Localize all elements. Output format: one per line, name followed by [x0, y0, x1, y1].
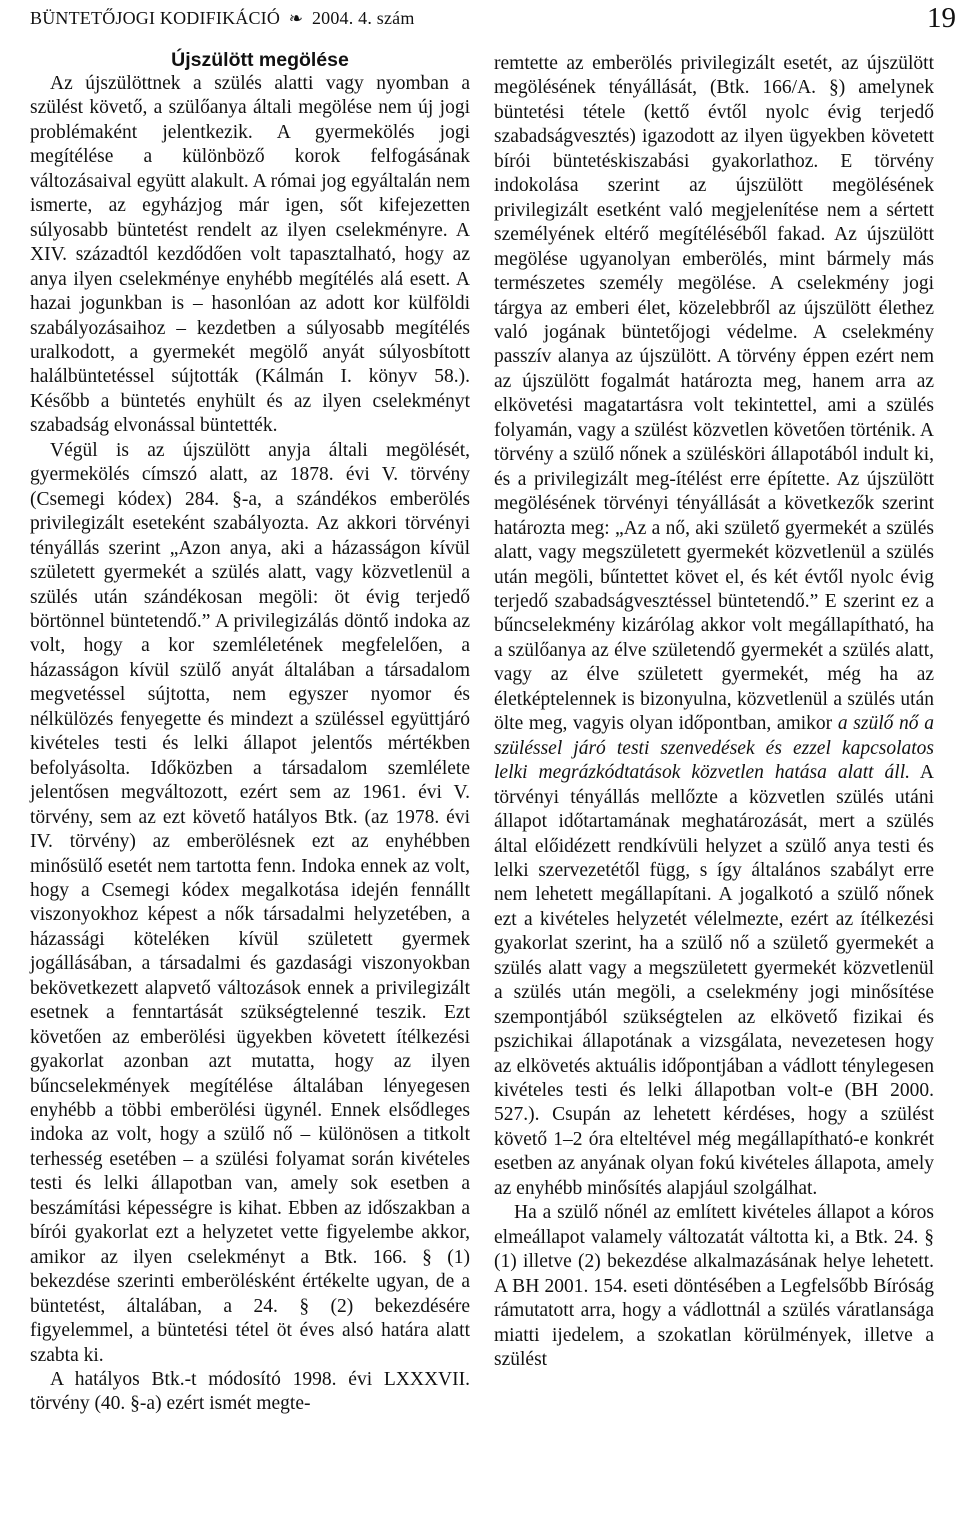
paragraph-text: remtette az emberölés privilegizált esetét, az újszülött megölésének tényállását, (Btk. 166/A. §) amelynek büntetési tétele (kettő évtől nyolc évig terjedő szabadságvesztés) igazodott az ilyen ügyekben követett bírói büntetéskiszabási gyakorlathoz. E törvény indokolása szerint az újszülött megölésének privilegizált esetként való megjelenítése nem a sértett személyének eltérő megítéléséből fakad. Az újszülött megölése ugyanolyan emberölés, mint bármely más természetes személy megölése. A cselekmény jogi tárgya az emberi élet, közelebbről az újszülött élethez való jogának büntetőjogi védelme. A cselekmény passzív alanya az újszülött. A törvény éppen ezért nem az újszülött fogalmát határozta meg, hanem arra az elkövetési magatartásra volt tekintettel, ami a szülés folyamán, vagy a szülést közvetlen követően történik. A törvény a szülő nőnek a szülésköri állapotából indult ki, és a privilegizált meg-ítélést erre építette. Az újszülött megölésének törvényi tényállását a következők szerint határozta meg: „Az a nő, aki születő gyermekét a szülés alatt, vagy megszületett gyermekét közvetlenül a szülés után megöli, bűntettet követ el, és két évtől nyolc évig terjedő szabadságvesztéssel büntetendő.” E szerint ez a bűncselekmény kizárólag akkor volt megállapítható, ha a szülőanya az élve születendő gyermekét a szülés alatt, vagy az élve született gyermekét, még ha az életképtelennek is bizonyulna, közvetlenül a szülés után ölte meg, vagyis olyan időpontban, amikor [494, 53, 934, 735]
paragraph: Végül is az újszülött anyja általi megölését, gyermekölés címszó alatt, az 1878. évi V. törvény (Csemegi kódex) 284. §-a, a szándékos emberölés privilegizált eseteként szabályozta. Az akkori törvényi tényállás szerint „Azon anya, aki a házasságon kívül született gyermekét a szülés alatt, vagy közvetlenül a szülés után szándékosan megöli: öt évig terjedő börtönnel büntetendő.” A privilegizálás döntő indoka az volt, hogy a kor szemléletének megfelelően, a házasságon kívül szülő anyát általában a társadalom megvetéssel sújtotta, nem egyszer nyomor és nélkülözés fenyegette és mindezt a szüléssel együttjáró kivételes testi és lelki állapot jelentős mértékben befolyásolta. Időközben a társadalom szemlélete jelentősen megváltozott, ezért sem az 1961. évi V. törvény, sem az ezt követő hatályos Btk. (az 1978. évi IV. törvény) az emberölésnek ezt az enyhébben minősülő esetét nem tartotta fenn. Indoka ennek az volt, hogy a Csemegi kódex megalkotása idején fennállt viszonyokhoz képest a nők társadalmi helyzetében, a házassági köteléken kívül született gyermek jogállásában, a társadalmi és gazdasági viszonyokban bekövetkezett alapvető változások ennek a privilegizált esetnek a fenntartását szükségtelenné teszik. Ezt követően az emberölési ügyekben követett ítélkezési gyakorlat azonban azt mutatta, hogy az ilyen bűncselekmények megítélése általában lényegesen enyhébb a többi emberölési ügynél. Ennek elsődleges indoka az volt, hogy a szülő nő – különösen a titkolt terhesség esetében – a szülési folyamat során kivételes testi és lelki állapotban van, amely sok esetben a beszámítási képességre is kihat. Ebben az időszakban a bírói gyakorlat ezt a helyzetet vette figyelembe akkor, amikor az ilyen cselekményt a Btk. 166. § (1) bekezdése szerinti emberölésként értékelte ugyan, de a büntetést, általában, a 24. § (2) bekezdésére figyelemmel, a büntetési tétel öt éves alsó határa alatt szabta ki. [30, 439, 470, 1366]
paragraph: Ha a szülő nőnél az említett kivételes állapot a kóros elmeállapot valamely változatát váltotta ki, a Btk. 24. § (1) illetve (2) bekezdése alkalmazásának helye lehetett. A BH 2001. 154. eseti döntésében a Legfelsőbb Bíróság rámutatott arra, hogy a vádlottnál a szülés váratlansága miatti ijedelem, a szokatlan körülmények, illetve a szülést [494, 1202, 934, 1371]
right-column [494, 52, 934, 1372]
left-column [30, 48, 470, 1417]
running-title-line [30, 8, 415, 29]
fleuron-icon: ❧ [288, 9, 304, 28]
running-header [30, 2, 960, 38]
paragraph: A hatályos Btk.-t módosító 1998. évi LXXXVII. törvény (40. §-a) ezért ismét megte- [30, 1369, 470, 1415]
italic-quote: a szülő nő a szüléssel járó testi szenvedések és ezzel kapcsolatos lelki megrázkódtatások közvetlen hatása alatt áll. [494, 713, 934, 784]
paragraph-text: A törvényi tényállás mellőzte a közvetlen szülés utáni állapot időtartamának meghatározását, mert a szülés által előidézett rendkívüli helyzet a szülő anya testi és lelki szervezetétől függ, s így általános szabályt erre nem lehetett megállapítani. A jogalkotó a szülő nőnek ezt a kivételes helyzetét vélelmezte, ezért az ítélkezési gyakorlat szerint, ha a szülő nő a születő gyermekét a szülés alatt vagy a megszületett gyermekét közvetlenül a szülés után megöli, a cselekmény jogi minősítése szempontjából szükségtelen az elkövető fizikai és pszichikai állapotának a vizsgálata, nevezetesen hogy az elkövetés aktuális időpontjában a vádlott ténylegesen kivételes testi és lelki állapotban volt-e (BH 2000. 527.). Csupán az lehetett kérdéses, hogy a szülést követő 1–2 óra elteltével még megállapítható-e konkrét esetben az anyának olyan fokú kivételes állapota, amely az enyhébb minősítés alapjául szolgálhat. [494, 762, 934, 1199]
page-number: 19 [927, 2, 956, 34]
paragraph [494, 52, 934, 1201]
running-title: BÜNTETŐJOGI KODIFIKÁCIÓ [30, 8, 281, 28]
paragraph: Az újszülöttnek a szülés alatti vagy nyomban a szülést követő, a szülőanya általi megölése nem új jogi problémaként jelentkezik. A gyermekölés jogi megítélése a különböző korok felfogásának változásaival együtt alakult. A római jog egyáltalán nem ismerte, az egyházjog már igen, sőt kifejezetten súlyosabb büntetést rendelt az ilyen cselekményre. A XIV. századtól kezdődően volt tapasztalható, hogy az anya ilyen cselekménye enyhébb megítélés alá esett. A hazai jogunkban is – hasonlóan az adott kor külföldi szabályozásaihoz – kezdetben a súlyosabb megítélés uralkodott, a gyermekét megölő anyát súlyosbított halálbüntetéssel sújtották (Kálmán I. könyv 58.). Később a büntetés enyhült és az ilyen cselekményt szabadság elvonással büntették. [30, 73, 470, 437]
article-title: Újszülött megölése [171, 49, 349, 71]
issue-label: 2004. 4. szám [311, 8, 415, 28]
